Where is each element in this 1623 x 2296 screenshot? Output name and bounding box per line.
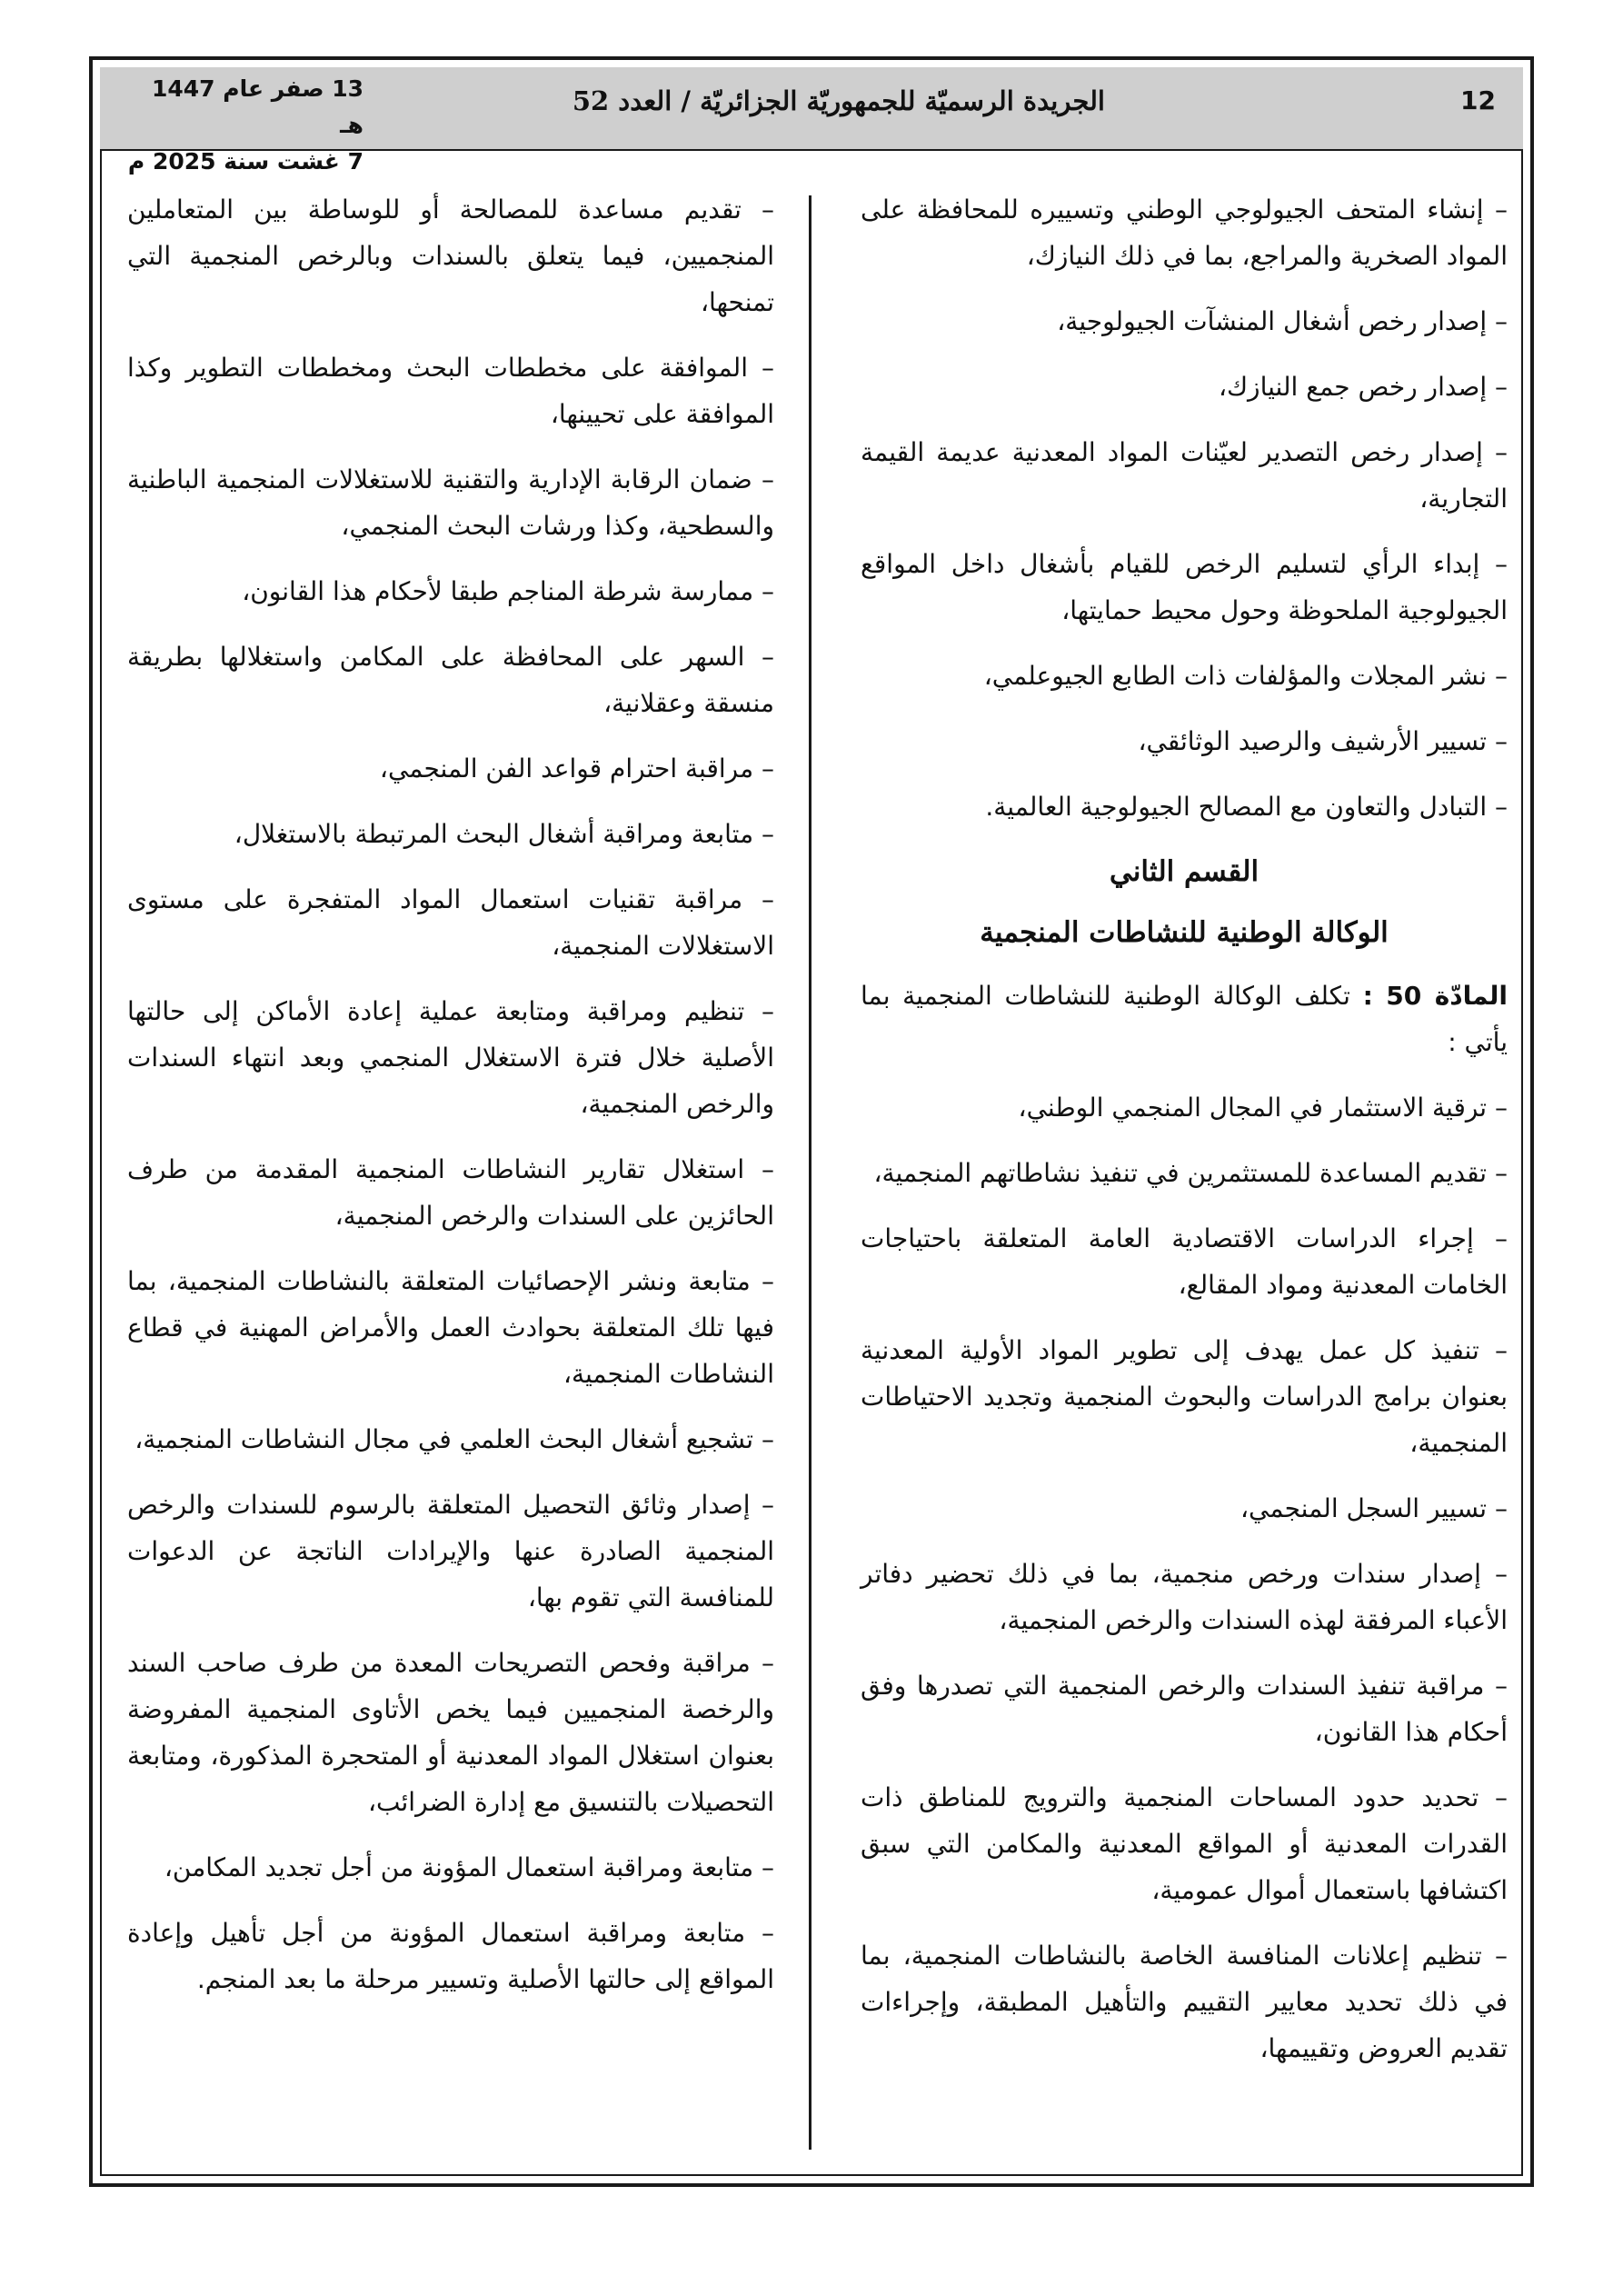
column-divider [809, 195, 812, 2150]
list-item: – الموافقة على مخططات البحث ومخططات التطوير وكذا الموافقة على تحيينها، [127, 353, 774, 429]
list-item: – تحديد حدود المساحات المنجمية والترويج للمناطق ذات القدرات المعدنية أو المواقع المعدنية والمكامن التي سبق اكتشافها باستعمال أموال عمومية، [861, 1782, 1508, 1905]
list-item: – السهر على المحافظة على المكامن واستغلالها بطريقة منسقة وعقلانية، [127, 642, 774, 718]
list-item: – إصدار سندات ورخص منجمية، بما في ذلك تحضير دفاتر الأعباء المرفقة لهذه السندات والرخص المنجمية، [861, 1559, 1508, 1635]
list-item: – التبادل والتعاون مع المصالح الجيولوجية العالمية. [985, 792, 1508, 822]
list-item: – مراقبة تنفيذ السندات والرخص المنجمية التي تصدرها وفق أحكام هذا القانون، [861, 1671, 1508, 1747]
date-gregorian: 7 غشت سنة 2025 م [127, 148, 363, 175]
right-column [861, 186, 1508, 2091]
list-item: – إبداء الرأي لتسليم الرخص للقيام بأشغال داخل المواقع الجيولوجية الملحوظة وحول محيط حمايتها، [861, 549, 1508, 625]
list-item: – تنظيم ومراقبة ومتابعة عملية إعادة الأماكن إلى حالتها الأصلية خلال فترة الاستغلال المنجمي وبعد انتهاء السندات والرخص المنجمية، [127, 996, 774, 1119]
list-item: – تنفيذ كل عمل يهدف إلى تطوير المواد الأولية المعدنية بعنوان برامج الدراسات والبحوث المنجمية وتجديد الاحتياطات المنجمية، [861, 1335, 1508, 1458]
date-hijri: 13 صفر عام 1447 هـ [152, 75, 363, 138]
page-header [100, 67, 1523, 175]
list-item: – مراقبة احترام قواعد الفن المنجمي، [379, 754, 774, 784]
list-item: – استغلال تقارير النشاطات المنجمية المقدمة من طرف الحائزين على السندات والرخص المنجمية، [127, 1154, 774, 1231]
list-item: – متابعة ومراقبة أشغال البحث المرتبطة بالاستغلال، [234, 819, 774, 849]
article-intro: تكلف الوكالة الوطنية للنشاطات المنجمية بما يأتي : [861, 981, 1508, 1057]
list-item: – متابعة ومراقبة استعمال المؤونة من أجل تجديد المكامن، [164, 1852, 774, 1882]
list-item: – تنظيم إعلانات المنافسة الخاصة بالنشاطات المنجمية، بما في ذلك تحديد معايير التقييم والتأهيل المطبقة، وإجراءات تقديم العروض وتقييمها، [861, 1941, 1508, 2063]
list-item: – نشر المجلات والمؤلفات ذات الطابع الجيوعلمي، [983, 661, 1508, 691]
list-item: – تسيير السجل المنجمي، [1240, 1493, 1508, 1523]
list-item: – متابعة ونشر الإحصائيات المتعلقة بالنشاطات المنجمية، بما فيها تلك المتعلقة بحوادث العمل والأمراض المهنية في قطاع النشاطات المنجمية، [127, 1266, 774, 1389]
list-item: – تقديم المساعدة للمستثمرين في تنفيذ نشاطاتهم المنجمية، [873, 1158, 1508, 1188]
page-number: 12 [1460, 85, 1496, 115]
article-50 [861, 973, 1508, 1065]
section-subtitle: الوكالة الوطنية للنشاطات المنجمية [980, 916, 1389, 949]
list-item: – إصدار رخص أشغال المنشآت الجيولوجية، [1057, 306, 1508, 336]
article-number: المادّة 50 : [1362, 981, 1508, 1011]
list-item: – مراقبة تقنيات استعمال المواد المتفجرة على مستوى الاستغلالات المنجمية، [127, 884, 774, 961]
gazette-title: الجريدة الرسميّة للجمهوريّة الجزائريّة / العدد 52 [572, 85, 1105, 116]
list-item: – ترقية الاستثمار في المجال المنجمي الوطني، [1018, 1093, 1508, 1123]
list-item: – إصدار وثائق التحصيل المتعلقة بالرسوم للسندات والرخص المنجمية الصادرة عنها والإيرادات الناتجة عن الدعوات للمنافسة التي تقوم بها، [127, 1490, 774, 1612]
list-item: – مراقبة وفحص التصريحات المعدة من طرف صاحب السند والرخصة المنجميين فيما يخص الأتاوى المنجمية المفروضة بعنوان استغلال المواد المعدنية أو المتحجرة المذكورة، ومتابعة التحصيلات بالتنسيق مع إدارة الضرائب، [127, 1648, 774, 1817]
issue-date [127, 71, 363, 180]
list-item: – إنشاء المتحف الجيولوجي الوطني وتسييره للمحافظة على المواد الصخرية والمراجع، بما في ذلك النيازك، [861, 195, 1508, 271]
list-item: – تقديم مساعدة للمصالحة أو للوساطة بين المتعاملين المنجميين، فيما يتعلق بالسندات وبالرخص المنجمية التي تمنحها، [127, 195, 774, 317]
list-item: – متابعة ومراقبة استعمال المؤونة من أجل تأهيل وإعادة المواقع إلى حالتها الأصلية وتسيير مرحلة ما بعد المنجم. [127, 1918, 774, 1994]
section-title: القسم الثاني [1109, 855, 1260, 888]
list-item: – تسيير الأرشيف والرصيد الوثائقي، [1138, 726, 1508, 756]
list-item: – ممارسة شرطة المناجم طبقا لأحكام هذا القانون، [242, 576, 774, 606]
list-item: – إجراء الدراسات الاقتصادية العامة المتعلقة باحتياجات الخامات المعدنية ومواد المقالع، [861, 1223, 1508, 1300]
list-item: – ضمان الرقابة الإدارية والتقنية للاستغلالات المنجمية الباطنية والسطحية، وكذا ورشات البحث المنجمي، [127, 464, 774, 541]
left-column [127, 186, 774, 2021]
list-item: – إصدار رخص جمع النيازك، [1218, 372, 1508, 402]
list-item: – إصدار رخص التصدير لعيّنات المواد المعدنية عديمة القيمة التجارية، [861, 437, 1508, 514]
list-item: – تشجيع أشغال البحث العلمي في مجال النشاطات المنجمية، [134, 1424, 774, 1454]
